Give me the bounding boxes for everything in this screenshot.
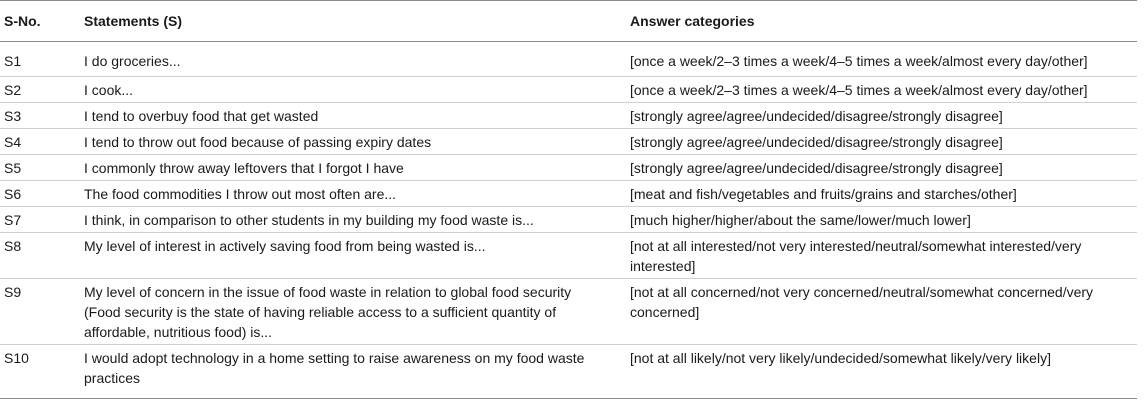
row-statement: My level of interest in actively saving food from being wasted is... [80, 233, 620, 279]
row-statement: I tend to throw out food because of passing expiry dates [80, 129, 620, 155]
row-statement: I would adopt technology in a home setting to raise awareness on my food waste practices [80, 345, 620, 399]
row-answer-categories: [once a week/2–3 times a week/4–5 times a week/almost every day/other] [620, 42, 1137, 77]
row-statement: I cook... [80, 77, 620, 103]
row-statement: The food commodities I throw out most often are... [80, 181, 620, 207]
table-header [0, 1, 1137, 42]
table-row [0, 345, 1137, 399]
row-answer-categories: [not at all concerned/not very concerned/neutral/somewhat concerned/very concerned] [620, 279, 1137, 345]
row-id: S8 [0, 233, 80, 279]
row-id: S1 [0, 42, 80, 77]
row-id: S9 [0, 279, 80, 345]
row-statement: I tend to overbuy food that get wasted [80, 103, 620, 129]
header-answer-categories: Answer categories [630, 13, 755, 29]
row-id: S3 [0, 103, 80, 129]
table-row [0, 207, 1137, 233]
header-sno: S-No. [4, 13, 41, 29]
table-row [0, 279, 1137, 345]
row-answer-categories: [not at all interested/not very interested/neutral/somewhat interested/very interested] [620, 233, 1137, 279]
row-statement: I commonly throw away leftovers that I forgot I have [80, 155, 620, 181]
table-row [0, 42, 1137, 77]
header-statements: Statements (S) [84, 13, 183, 29]
table-row [0, 155, 1137, 181]
table-row [0, 103, 1137, 129]
row-answer-categories: [meat and fish/vegetables and fruits/grains and starches/other] [620, 181, 1137, 207]
row-id: S5 [0, 155, 80, 181]
row-id: S7 [0, 207, 80, 233]
table-body [0, 42, 1137, 399]
row-id: S6 [0, 181, 80, 207]
table-row [0, 233, 1137, 279]
row-id: S4 [0, 129, 80, 155]
table-row [0, 181, 1137, 207]
row-statement: My level of concern in the issue of food waste in relation to global food security (Food security is the state of having reliable access to a sufficient quantity of affordable, nutritious food) is... [80, 279, 620, 345]
row-id: S10 [0, 345, 80, 399]
row-answer-categories: [strongly agree/agree/undecided/disagree/strongly disagree] [620, 129, 1137, 155]
table-row [0, 129, 1137, 155]
table-row [0, 77, 1137, 103]
header-row [0, 1, 1137, 42]
row-id: S2 [0, 77, 80, 103]
row-statement: I do groceries... [80, 42, 620, 77]
row-statement: I think, in comparison to other students in my building my food waste is... [80, 207, 620, 233]
row-answer-categories: [strongly agree/agree/undecided/disagree/strongly disagree] [620, 103, 1137, 129]
row-answer-categories: [strongly agree/agree/undecided/disagree/strongly disagree] [620, 155, 1137, 181]
row-answer-categories: [once a week/2–3 times a week/4–5 times a week/almost every day/other] [620, 77, 1137, 103]
row-answer-categories: [much higher/higher/about the same/lower/much lower] [620, 207, 1137, 233]
row-answer-categories: [not at all likely/not very likely/undecided/somewhat likely/very likely] [620, 345, 1137, 399]
